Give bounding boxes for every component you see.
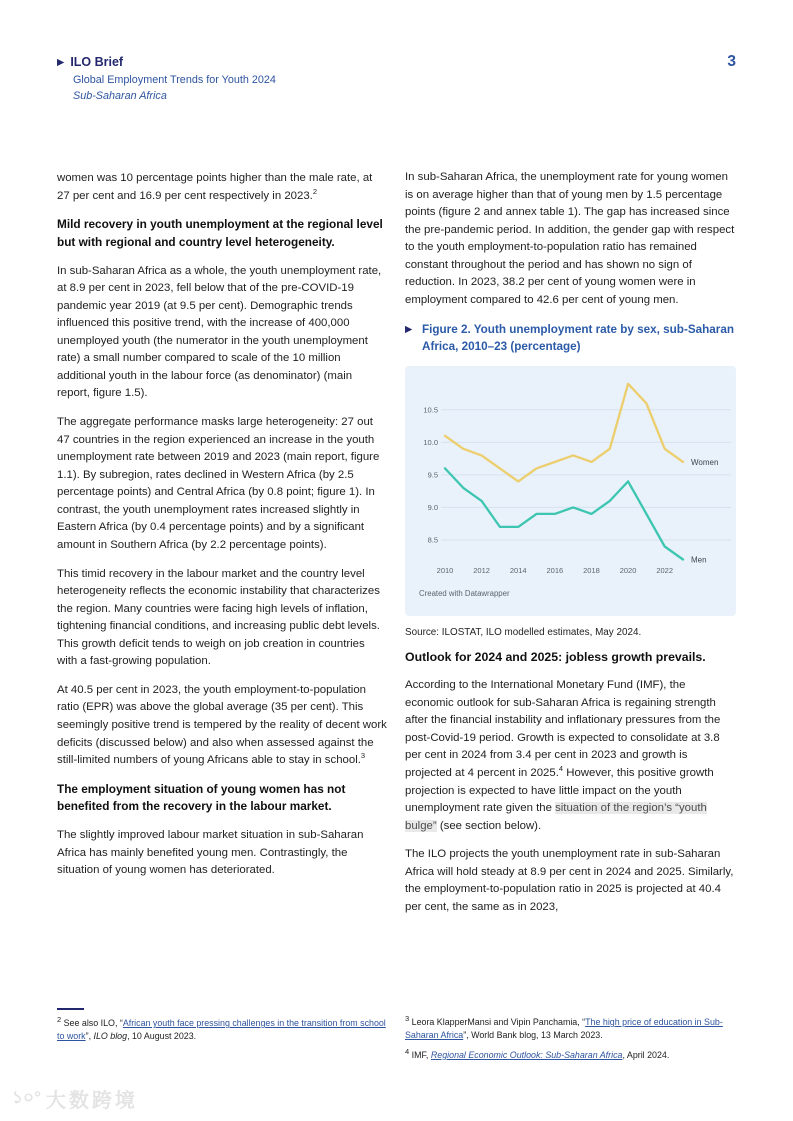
footnote-ref: 3 bbox=[405, 1014, 410, 1024]
figure-source: Source: ILOSTAT, ILO modelled estimates, May 2024. bbox=[405, 627, 642, 639]
watermark bbox=[12, 1084, 138, 1113]
watermark-logo-icon: ১০° bbox=[12, 1087, 41, 1107]
series-label-men: Men bbox=[691, 555, 707, 565]
x-axis-tick-label: 2016 bbox=[546, 566, 564, 576]
body-paragraph bbox=[57, 827, 387, 880]
chart-attribution: Created with Datawrapper bbox=[419, 589, 510, 599]
body-paragraph bbox=[405, 677, 736, 835]
body-paragraph bbox=[405, 846, 736, 916]
text-run: , 10 August 2023. bbox=[127, 1031, 197, 1042]
text-run: ”, bbox=[85, 1031, 94, 1042]
report-title: Global Employment Trends for Youth 2024 bbox=[73, 74, 276, 86]
figure-caption-text: Figure 2. Youth unemployment rate by sex, sub-Saharan Africa, 2010–23 (percentage) bbox=[422, 322, 734, 354]
text-run: However, this positive growth projection is expected to have little impact on the youth unemployment rate given the bbox=[405, 766, 714, 815]
y-axis-tick-label: 8.5 bbox=[427, 535, 438, 545]
report-subtitle: Sub-Saharan Africa bbox=[73, 90, 167, 103]
text-run: In sub-Saharan Africa, the unemployment rate for young women is on average higher than that of young men by 1.5 percentage points (figure 2 and annex table 1). The gap has increased since the pre-pandemic period. In addition, the gender gap with respect to the youth employment-to-population ratio has remained constant throughout the period and has shown no sign of reduction. In 2023, 38.2 per cent of young women were in employment compared to 42.6 per cent of young men. bbox=[405, 171, 735, 306]
footnote-list-left bbox=[57, 1017, 389, 1044]
text-run: Leora KlapperMansi and Vipin Panchamia, “ bbox=[409, 1017, 586, 1027]
page-header bbox=[57, 55, 617, 104]
watermark-text: 大数跨境 bbox=[45, 1090, 138, 1112]
hyperlink[interactable]: Regional Economic Outlook: Sub-Saharan Africa bbox=[430, 1049, 623, 1060]
text-run: women was 10 percentage points higher than the male rate, at 27 per cent and 16.9 per cent respectively in 2023. bbox=[57, 172, 373, 202]
outlook-section bbox=[405, 649, 736, 916]
brand-title: ILO Brief bbox=[70, 55, 124, 69]
footnote-divider bbox=[57, 1008, 84, 1010]
y-axis-tick-label: 9.0 bbox=[427, 502, 438, 512]
footnote-list-right bbox=[405, 1016, 739, 1062]
y-axis-tick-label: 10.5 bbox=[423, 405, 438, 415]
footnotes-left bbox=[57, 1008, 389, 1050]
body-paragraph bbox=[405, 169, 736, 310]
hyperlink[interactable]: African youth face pressing challenges in the transition from school to work bbox=[57, 1018, 386, 1042]
x-axis-tick-label: 2018 bbox=[583, 566, 600, 576]
text-run: This timid recovery in the labour market and the country level heterogeneity reflects the economic instability that characterizes the region. Many countries were facing high levels of inflation, tightening financial conditions, and increasing public debt levels. This growth deficit tends to weigh on job creation in countries with a fast-growing population. bbox=[57, 567, 380, 668]
text-run: The ILO projects the youth unemployment rate in sub-Saharan Africa will hold steady at 8.9 per cent in 2024 and 2025. Similarly, the employment-to-population ratio in 2025 is projected at 40.4 per cent, the same as in 2023, bbox=[405, 848, 734, 913]
x-axis-tick-label: 2010 bbox=[436, 566, 454, 576]
text-run: At 40.5 per cent in 2023, the youth employment-to-population ratio (EPR) was above the global average (35 per cent). This seemingly positive trend is tempered by the reality of decent work deficits (discussed below) and also when assessed against the still-limited numbers of young Africans able to stay in school. bbox=[57, 683, 387, 767]
footnote-ref: 2 bbox=[57, 1015, 62, 1025]
text-run: , April 2024. bbox=[622, 1049, 670, 1060]
footnote-ref: 2 bbox=[312, 186, 317, 196]
section-heading bbox=[405, 649, 736, 667]
body-paragraph bbox=[57, 566, 387, 671]
x-axis-tick-label: 2020 bbox=[619, 566, 637, 576]
body-paragraph bbox=[57, 414, 387, 555]
figure-caption bbox=[405, 321, 736, 357]
chart-svg bbox=[405, 366, 736, 616]
series-label-women: Women bbox=[691, 457, 719, 467]
x-axis-tick-label: 2022 bbox=[656, 566, 674, 576]
hyperlink[interactable]: The high price of education in Sub-Saharan Africa bbox=[405, 1017, 723, 1041]
series-line-women bbox=[445, 384, 683, 482]
section-heading bbox=[57, 781, 387, 816]
text-run: In sub-Saharan Africa as a whole, the youth unemployment rate, at 8.9 per cent in 2023, fell below that of the pre-COVID-19 pandemic year 2019 (at 9.5 per cent). Demographic trends influenced this positive trend, with the increase of 400,000 unemployed youth (the numerator in the youth unemployment rate) a small number compared to scale of the 10 million additional youth in the labour force (as denominator) (main report, figure 1.5). bbox=[57, 264, 382, 400]
footnote-ref: 3 bbox=[360, 751, 366, 761]
footnote bbox=[57, 1017, 389, 1044]
section-heading bbox=[57, 216, 387, 251]
y-axis-tick-label: 10.0 bbox=[423, 437, 438, 447]
footnotes-right bbox=[405, 1016, 739, 1068]
series-line-men bbox=[445, 468, 683, 559]
triangle-marker-icon: ▶ bbox=[57, 57, 65, 68]
text-run: The employment situation of young women has not benefited from the recovery in the labour market. bbox=[57, 781, 346, 814]
y-axis-tick-label: 9.5 bbox=[427, 470, 438, 480]
body-paragraph bbox=[57, 263, 387, 404]
footnote-ref: 4 bbox=[405, 1046, 410, 1056]
x-axis-tick-label: 2014 bbox=[509, 566, 527, 576]
right-column-intro bbox=[405, 169, 736, 310]
highlighted-text: situation of the region’s “youth bulge” bbox=[405, 802, 707, 832]
text-run: See also ILO, “ bbox=[61, 1018, 123, 1028]
text-run: (see section below). bbox=[436, 819, 542, 832]
italic-text: ILO blog bbox=[93, 1031, 128, 1042]
right-column bbox=[405, 169, 736, 927]
text-run: The aggregate performance masks large heterogeneity: 27 out 47 countries in the region experienced an increase in the youth unemployment rate between 2019 and 2023 (main report, figure 1.1). By subregion, rates declined in Western Africa (by 2.5 percentage points) and Central Africa (by 0.8 point; figure 1). In contrast, the youth unemployment rates increased slightly in Eastern Africa (by 0.4 percentage points) and by a significant amount in Southern Africa (by 2.2 percentage points). bbox=[57, 416, 380, 551]
text-run: IMF, bbox=[409, 1049, 431, 1060]
triangle-marker-icon: ▶ bbox=[405, 323, 413, 335]
text-run: Mild recovery in youth unemployment at the regional level but with regional and country level heterogeneity. bbox=[57, 217, 383, 249]
footnote bbox=[405, 1016, 739, 1043]
body-paragraph bbox=[57, 170, 387, 205]
text-run: Outlook for 2024 and 2025: jobless growth prevails. bbox=[405, 650, 706, 665]
body-paragraph bbox=[57, 682, 387, 770]
footnote-ref: 4 bbox=[558, 764, 564, 774]
page-number: 3 bbox=[727, 53, 736, 70]
text-run: According to the International Monetary Fund (IMF), the economic outlook for sub-Saharan Africa is regaining strength after the financial instability and inflationary pressures from the post-Covid-19 period. Growth is expected to consolidate at 3.8 per cent in 2024 from 3.4 per cent in 2023 and growth is projected at 4 percent in 2025. bbox=[405, 679, 721, 779]
figure-2-line-chart bbox=[405, 366, 736, 616]
left-column bbox=[57, 170, 387, 891]
text-run: ”, World Bank blog, 13 March 2023. bbox=[463, 1030, 603, 1041]
x-axis-tick-label: 2012 bbox=[473, 566, 490, 576]
text-run: The slightly improved labour market situation in sub-Saharan Africa has mainly benefited young men. Contrastingly, the situation of young women has deteriorated. bbox=[57, 829, 364, 877]
footnote bbox=[405, 1046, 739, 1062]
